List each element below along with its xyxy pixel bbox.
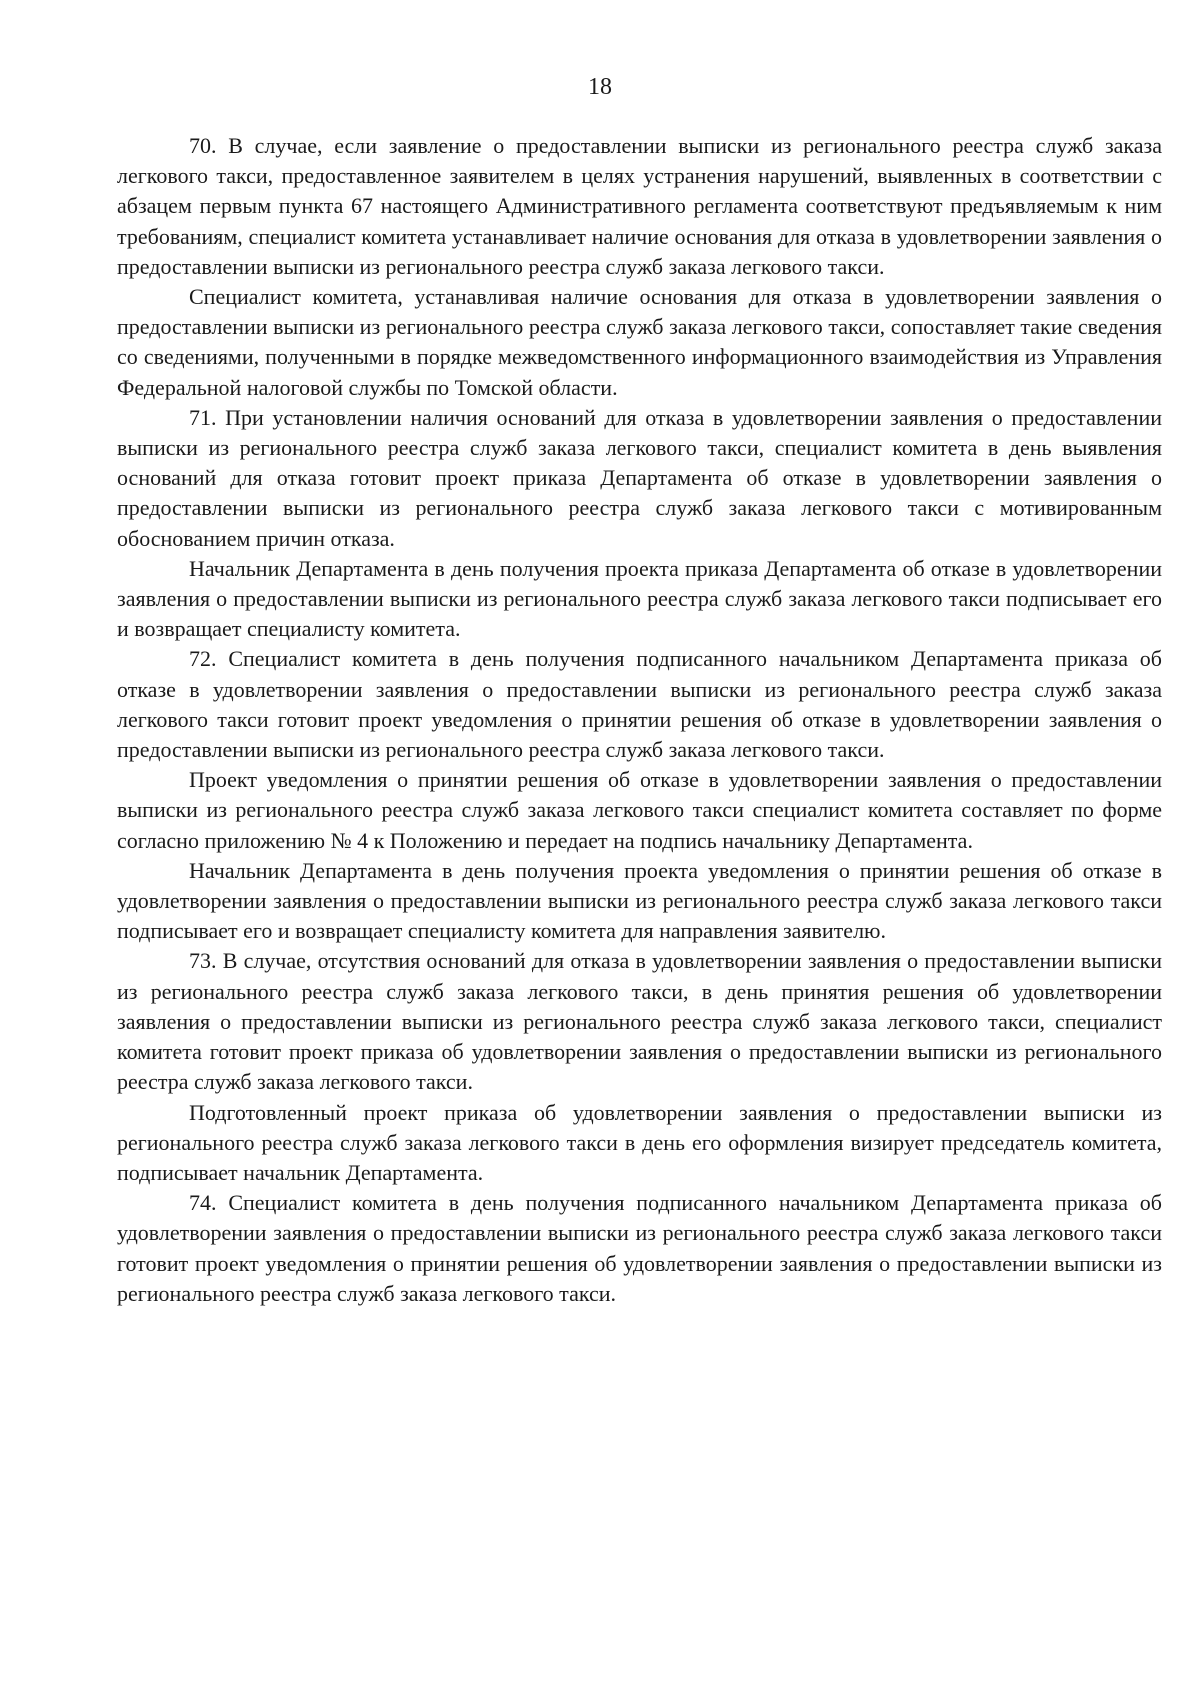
paragraph-72: 72. Специалист комитета в день получения подписанного начальником Департамента приказа об отказе в удовлетворении заявления о предоставлении выписки из регионального реестра служб заказа легкового такси готовит проект уведомления о принятии решения об отказе в удовлетворении заявления о предоставлении выписки из регионального реестра служб заказа легкового такси. — [117, 646, 1162, 763]
paragraph-72-notification-draft: Проект уведомления о принятии решения об отказе в удовлетворении заявления о предоставлении выписки из регионального реестра служб заказа легкового такси специалист комитета составляет по форме согласно приложению № 4 к Положению и передает на подпись начальнику Департамента. — [117, 767, 1162, 853]
document-body — [117, 131, 1162, 1309]
paragraph-71-head-signs: Начальник Департамента в день получения проекта приказа Департамента об отказе в удовлетворении заявления о предоставлении выписки из регионального реестра служб заказа легкового такси подписывает его и возвращает специалисту комитета. — [117, 555, 1162, 642]
paragraph-74: 74. Специалист комитета в день получения подписанного начальником Департамента приказа об удовлетворении заявления о предоставлении выписки из регионального реестра служб заказа легкового такси готовит проект уведомления о принятии решения об удовлетворении заявления о предоставлении выписки из регионального реестра служб заказа легкового такси. — [117, 1190, 1162, 1306]
page-number: 18 — [588, 74, 612, 100]
paragraph-73-order-approval: Подготовленный проект приказа об удовлетворении заявления о предоставлении выписки из регионального реестра служб заказа легкового такси в день его оформления визирует председатель комитета, подписывает начальник Департамента. — [117, 1099, 1162, 1185]
paragraph-70: 70. В случае, если заявление о предоставлении выписки из регионального реестра служб заказа легкового такси, предоставленное заявителем в целях устранения нарушений, выявленных в соответствии с абзацем первым пункта 67 настоящего Административного регламента соответствуют предъявляемым к ним требованиям, специалист комитета устанавливает наличие основания для отказа в удовлетворении заявления о предоставлении выписки из регионального реестра служб заказа легкового такси. — [117, 133, 1162, 279]
paragraph-71: 71. При установлении наличия оснований для отказа в удовлетворении заявления о предоставлении выписки из регионального реестра служб заказа легкового такси, специалист комитета в день выявления оснований для отказа готовит проект приказа Департамента об отказе в удовлетворении заявления о предоставлении выписки из регионального реестра служб заказа легкового такси с мотивированным обоснованием причин отказа. — [117, 404, 1162, 551]
paragraph-73: 73. В случае, отсутствия оснований для отказа в удовлетворении заявления о предоставлении выписки из регионального реестра служб заказа легкового такси, в день принятия решения об удовлетворении заявления о предоставлении выписки из регионального реестра служб заказа легкового такси, специалист комитета готовит проект приказа об удовлетворении заявления о предоставлении выписки из регионального реестра служб заказа легкового такси. — [117, 948, 1162, 1095]
paragraph-72-head-signs: Начальник Департамента в день получения проекта уведомления о принятии решения об отказе в удовлетворении заявления о предоставлении выписки из регионального реестра служб заказа легкового такси подписывает его и возвращает специалисту комитета для направления заявителю. — [117, 857, 1162, 944]
paragraph-70-specialist-check: Специалист комитета, устанавливая наличие основания для отказа в удовлетворении заявления о предоставлении выписки из регионального реестра служб заказа легкового такси, сопоставляет такие сведения со сведениями, полученными в порядке межведомственного информационного взаимодействия из Управления Федеральной налоговой службы по Томской области. — [117, 284, 1162, 400]
